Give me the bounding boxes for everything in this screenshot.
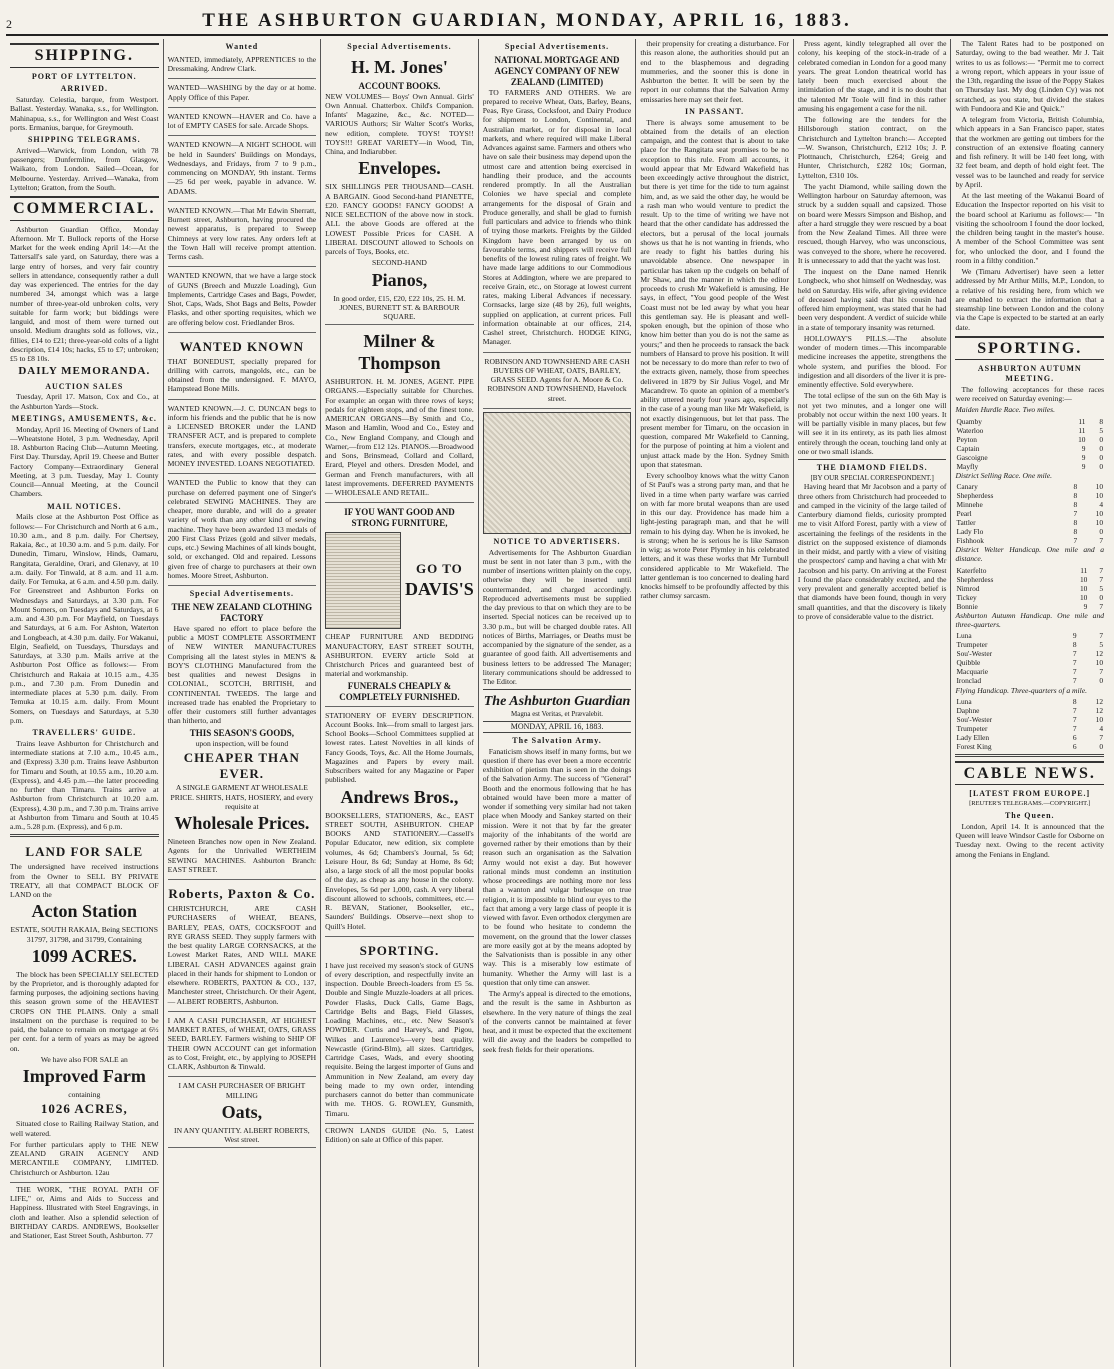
- shipping-heading: SHIPPING.: [10, 43, 159, 68]
- roberts-paxton-heading: Roberts, Paxton & Co.: [168, 886, 316, 902]
- horse-name: Ironclad: [956, 676, 982, 686]
- weight-value: 7: [1099, 536, 1104, 546]
- weight-value: 9: [1081, 452, 1086, 462]
- farm-acres: 1026 ACRES,: [40, 1101, 128, 1117]
- andrews-bros-heading: Andrews Bros.,: [340, 786, 459, 807]
- port-heading: PORT OF LYTTELTON.: [31, 71, 137, 81]
- improved-farm-heading: Improved Farm: [22, 1066, 146, 1087]
- weight-value: 7: [1072, 676, 1077, 686]
- column-7: [951, 39, 1108, 1367]
- weight-value: 0: [1099, 452, 1104, 462]
- special-ads-heading: Special Advertisements.: [347, 42, 452, 51]
- race-3-title: District Welter Handicap. One mile and a distance.: [955, 545, 1105, 564]
- news-para-4: The inquest on the Dane named Henrik Longbeck, who shot himself on Wednesday, was held on Saturday. His wife, after giving evidence of deceased having said that his cousin had offered him employment, was stated that he had been very despondent. A verdict of suicide while in a state of temporary insanity was returned.: [797, 267, 947, 332]
- news-para-6: The total eclipse of the sun on the 6th May is not yet two minutes, and a longer one will probably not occur within the next 100 years. It will be partially visible in many places, but few will see it in its entirety, as its path lies almost entirely through the ocean, touching land only at one or two small islands.: [797, 391, 947, 456]
- weight-value: 6: [1072, 732, 1077, 742]
- wanted-ad-9: WANTED the Public to know that they can purchase on deferred payment one of Singer's celebrated SEWING MACHINES. They are cheaper, more durable, and will do a greater variety of work than any other kind of sewing machine. They have been awarded 13 medals of 200 First Class Prizes (gold and silver medals, cups, etc.) Sewing Machines of all kinds bought, sold, or exchanged. Old and repaired. Lessons given free of charge to purchasers at their own homes. Moore Street, Ashburton.: [168, 476, 317, 586]
- acceptance-row: [955, 527, 1104, 536]
- horse-name: Bonnie: [956, 601, 978, 611]
- news-para-3: The yacht Diamond, while sailing down the Wellington harbour on Saturday afternoon, was struck by a sudden squall and capsized. Those on board were Messrs Simpson and Bishop, and after a hard struggle they were rescued by a boat from the New Zealand Times. All three were rescued, though Harvey, who was unconscious, was conveyed to the shore, where he recovered. It is unnecessary to add that the yacht was lost.: [797, 181, 947, 265]
- cash-purchaser-ad: I AM A CASH PURCHASER, AT HIGHEST MARKET RATES, of WHEAT, OATS, GRASS SEED, BARLEY. Farmers wishing to SHIP OF THEIR OWN ACCOUNT can get information as to Cost, Freight, etc., by applying to JOSEPH CLARK, Ashburton & Tinwald.: [168, 1014, 317, 1078]
- weight-value: 10: [1079, 583, 1088, 593]
- weight-value: 5: [1099, 640, 1104, 650]
- weight-value: 7: [1099, 631, 1104, 641]
- weight-value: 6: [1072, 741, 1077, 751]
- horse-name: Forest King: [956, 741, 992, 751]
- horse-name: Captain: [956, 443, 980, 453]
- cable-item-heading: The Queen.: [1004, 811, 1055, 821]
- cable-news-heading: CABLE NEWS.: [955, 761, 1104, 786]
- horse-name: Peyton: [956, 434, 977, 444]
- acceptance-row: [955, 742, 1104, 751]
- weight-value: 10: [1079, 574, 1088, 584]
- weight-value: 5: [1099, 583, 1104, 593]
- notice-text: Advertisements for The Ashburton Guardian must be sent in not later than 3 p.m., with the number of insertions written plainly on the copy, otherwise they will be inserted until countermanded, and charged accordingly. Reproduced advertisements must be supplied the day previous to that on which they are to be inserted. Special notices can be received up to 3.30 p.m., but will be charged double rates. All notices of Births, Marriages, or Deaths must be accompanied by the signature of the sender, as a guarantee of good faith. All advertisements and business letters to be addressed The Manager; literary communications should be addressed to The Editor.: [482, 547, 632, 687]
- sporting-heading: SPORTING.: [955, 336, 1104, 361]
- news-para-5: HOLLOWAY'S PILLS.—The absolute wonder of modern times.—This incomparable medicine increases the appetite, strengthens the whole system, and purifies the blood. For indigestion and all disorders of the liver it is pre-eminently effective. Sold everywhere.: [797, 333, 947, 389]
- column-6: [794, 39, 952, 1367]
- clothing-factory-heading: THE NEW ZEALAND CLOTHING FACTORY: [171, 601, 313, 623]
- paper-nameplate: The Ashburton Guardian: [483, 694, 631, 710]
- horse-name: Nimrod: [956, 583, 980, 593]
- acceptance-row: [955, 482, 1104, 491]
- en-passant-heading: IN PASSANT.: [685, 106, 745, 116]
- acceptance-row: [955, 566, 1104, 575]
- commercial-text: Ashburton Guardian Office, Monday Afternoon. Mr T. Bullock reports of the Horse Market for the week ending April 14:—At the Tattersall's sale yard, on Saturday, there was a large entry of horses, and very fair country sellers in attendance, consequently rather a dull day was experienced. The entries for the day numbered 34, amongst which was a large number of three-year-old unbroken colts, very suitable for farm work; but biddings were languid, and most of them were turned out unsold. Medium draughts sold as follows, viz., fillies, £14 to £21; three-year-old colts of a light description, £14 10s; hacks, £5 to £7; unbroken; £5 to £8 10s.: [10, 224, 159, 364]
- horse-name: Luna: [956, 631, 972, 641]
- land-sale-text: The undersigned have received instructions from the Owner to SELL BY PRIVATE TREATY, all that COMPACT BLOCK OF LAND on the: [10, 862, 159, 900]
- acceptance-row: [955, 444, 1104, 453]
- news-para-8: A telegram from Victoria, British Columbia, which appears in a San Francisco paper, states that the workmen are getting out timbers for the construction of an extensive floating cannery and fish refinery. It will be 140 feet long, with 32 feet beam, and depth of hold eight feet. The vessel was to be launched and ready for service by April.: [955, 115, 1105, 189]
- travellers-text: Trains leave Ashburton for Christchurch and intermediate stations at 7.10 a.m., 10.45 a.m., and (Express) 3.30 p.m. Trains leave Ashburton for Timaru and South, at 10.55 a.m., 10.20 a.m. (Express), and 4.45 p.m.—the latter proceeding no further than Timaru. Trains arrive at Ashburton from Christchurch at 10.20 a.m. (Express), 4.30 p.m., and 7.30 p.m. Trains arrive at Ashburton from Timaru and South at 10.45 a.m., 5.28 p.m. (Express), and 6 p.m.: [10, 738, 159, 832]
- horse-name: Pearl: [956, 509, 972, 519]
- milner-thompson-ad: Milner & Thompson ASHBURTON. H. M. JONES, AGENT. PIPE ORGANS.—Especially suitable for Churches. For example: an organ with three rows of keys; pedals for eighteen stops, and of the finest tone. AMERICAN ORGANS—By Smith and Co., Mason and Hamlin, Wood and Co., Estey and Co., New England Company, and Clough and Warner,—from £12 12s. PIANOS.—Broadwood and Sons, Brinsmead, Collard and Collard, Erard, Pleyel and others. Dresden Model, and German and French manufacturers, with all latest improvements. DEFERRED PAYMENTS — WHOLESALE AND RETAIL.: [325, 327, 474, 503]
- oats-heading: Oats,: [221, 1101, 263, 1122]
- acceptance-row: [955, 697, 1104, 706]
- acton-station-heading: Acton Station: [31, 901, 138, 922]
- news-para-2: The following are the tenders for the Hillsborough station contract, on the Christchurch and Lyttelton branch:— Accepted—W. Swanson, Christchurch, £212 10s; J. P. Plottnauch, Christchurch, £264; Greig and Hunter, Christchurch, £282 10s; Gorman, Lyttelton, £310 10s.: [797, 115, 947, 180]
- wholesale-prices-heading: Wholesale Prices.: [174, 813, 310, 834]
- sporting-guns-ad: SPORTING. I have just received my season's stock of GUNS of every description, and respectfully invite an inspection. Double Breech-loaders from £5 5s. Double and Single Muzzle-loaders at all prices. Powder Flasks, Duck Calls, Game Bags, Cartridge Belts and Bags, Field Glasses, Loading Machines, etc., etc. New Season's POWDER. Curtis and Harvey's, and Pigou, Wilkes and Laurence's—very best quality. Newcastle (Grind-Blm), all sizes. Cartridges, Cartridge Cases, Wads, and every shooting requisite. Being the largest importer of Guns and Ammunition in New Zealand, am every day being made to my own order, intending purchasers cannot do better than communicate with me. THOS. G. ROWLEY, Gunsmith, Timaru.: [325, 939, 474, 1124]
- race-5-table: [955, 697, 1104, 751]
- national-mortgage-heading: NATIONAL MORTGAGE AND AGENCY COMPANY OF NEW ZEALAND (LIMITED): [494, 54, 620, 87]
- weight-value: 4: [1099, 723, 1104, 733]
- national-mortgage-ad: NATIONAL MORTGAGE AND AGENCY COMPANY OF NEW ZEALAND (LIMITED) TO FARMERS AND OTHERS. We are prepared to receive Wheat, Oats, Barley, Beans, Peas, Rye Grass, Cocksfoot, and Dairy Produce for shipment to London, Continental, and Australian market, or for disposal in local markets, and where required will make Liberal Advances against same. Farmers and others who have on sale their business may depend upon the utmost care and attention being exercised in handling their produce, and the accounts rendered promptly. In all the Australian Colonies we have special and complete arrangements for the disposal of Grain and Produce generally, and shall be glad to furnish full particulars and advice to friends who think of trying those markets. Freights by the Gilded Kingdom have been arranged by us on favourable terms, and shippers will receive full benefits of the lowest ruling rates of freight. We have made large additions to our Commodious Stores at Addington, where we are prepared to receive Grain, etc., on Storage at lowest current rates, making Liberal Advances if necessary. Cornsacks, large size (48 by 26), full weights, supplied on application, at current prices. Full information obtainable at our offices, 214, Cashel street, Christchurch. HODGE KING, Manager.: [483, 53, 632, 353]
- wanted-ad-7: WANTED KNOWN THAT BONEDUST, specially prepared for drilling with carrots, mangolds, etc., can be obtained from the undersigned. F. MAYO, Hampstead Bone Mills.: [168, 335, 317, 400]
- land-sale-heading: LAND FOR SALE: [25, 844, 144, 860]
- race-1-table: [955, 417, 1104, 471]
- weight-value: 8: [1072, 696, 1077, 706]
- acceptance-row: [955, 536, 1104, 545]
- weight-value: 11: [1078, 425, 1086, 435]
- acceptance-row: [955, 462, 1104, 471]
- weight-value: 0: [1099, 592, 1104, 602]
- race-2-table: [955, 482, 1104, 545]
- column-3: [321, 39, 479, 1367]
- horse-name: Shepherdess: [956, 490, 994, 500]
- farm-text: Situated close to Railing Railway Station, and well watered.: [10, 1119, 159, 1138]
- acceptance-row: [955, 706, 1104, 715]
- race-2-title: District Selling Race. One mile.: [955, 470, 1053, 480]
- cheaper-than-ever: CHEAPER THAN EVER.: [183, 749, 300, 781]
- pianos-heading: Pianos,: [371, 269, 428, 290]
- robinson-townshend-ad: ROBINSON AND TOWNSHEND ARE CASH BUYERS OF WHEAT, OATS, BARLEY, GRASS SEED. Agents for A. Moore & Co. ROBINSON AND TOWNSHEND, Havelock street.: [483, 355, 632, 409]
- diamond-fields-heading: THE DIAMOND FIELDS.: [816, 463, 928, 472]
- weight-value: 7: [1073, 509, 1078, 519]
- weight-value: 8: [1073, 481, 1078, 491]
- acceptance-row: [955, 602, 1104, 611]
- weight-value: 0: [1099, 676, 1104, 686]
- weight-value: 7: [1072, 667, 1077, 677]
- page-number: 2: [6, 17, 12, 31]
- royal-path-ad: THE WORK, "THE ROYAL PATH OF LIFE," or, Aims and Aids to Success and Happiness. Illustrated with Steel Engravings, in cloth and leather. Also a splendid selection of BIRTHDAY CARDS. ANDREWS, Bookseller and Stationer, East Street South, Ashburton. 77: [10, 1184, 159, 1241]
- weight-value: 9: [1072, 631, 1077, 641]
- race-5-title: Flying Handicap. Three-quarters of a mile.: [955, 685, 1088, 695]
- telegrams-heading: SHIPPING TELEGRAMS.: [27, 135, 141, 145]
- weight-value: 8: [1073, 500, 1078, 510]
- weight-value: 8: [1073, 490, 1078, 500]
- mail-text: Mails close at the Ashburton Post Office as follows:— For Christchurch and North at 6 a.m., 10.30 a.m., and 8 p.m. daily. For Chertsey, Rakaia, &c., at 10.30 a.m. and 5 p.m. daily. For Dunedin, Timaru, Winslow, Hinds, Oamaru, Rangitata, Geraldine, Orari, and Glenavy, at 10 a.m. daily. For Tinwald, at 8 a.m. and 11 a.m. daily. For Temuka, at 6 a.m. and 4.50 p.m. daily. For Greenstreet and Ashburton Forks on Wednesdays and Saturdays, at 3.30 p.m. For Mount Somers, on Tuesdays and Saturdays, at 6 a.m. and 4.30 p.m. For Mayfield, on Tuesdays and Saturdays, at 6 a.m. For Ashton, Waterton and Longbeach, at 4.30 p.m. daily. For Wakanui, Elgin, Seafield, on Tuesdays, Thursdays and Saturdays, at 3.30 p.m. Mails arrive at the Ashburton Post Office as follows:— From Christchurch and Rakaia at 10.15 a.m., 4.35 p.m., and 7.30 p.m. From Dunedin and intermediate places at 5.30 p.m. daily. From Temuka at 10.15 a.m. daily. From Mount Somers, on Tuesdays and Saturdays, at 5.30 p.m.: [10, 512, 159, 725]
- weight-value: 0: [1099, 461, 1104, 471]
- weight-value: 12: [1095, 696, 1104, 706]
- clothing-factory-ad: THE NEW ZEALAND CLOTHING FACTORY Have spared no effort to place before the public a MOST COMPLETE ASSORTMENT of NEW WINTER MANUFACTURES Comprising all the latest styles in MEN'S & BOY'S CLOTHING Manufactured from the best qualities and newest Designs in COLONIAL, SCOTCH, BRITISH, and CONTINENTAL TWEEDS. The large and increased trade has enabled the Proprietary to offer their customers still further advantages than hitherto, and THIS SEASON'S GOODS, upon inspection, will be found CHEAPER THAN EVER. A SINGLE GARMENT AT WHOLESALE PRICE. SHIRTS, HATS, HOSIERY, and every requisite at Wholesale Prices. Nineteen Branches now open in New Zealand. Agents for the Unrivalled WERTHEIM SEWING MACHINES. Ashburton Branch: EAST STREET.: [168, 600, 317, 880]
- telegrams-text: Arrived—Warwick, from London, with 78 passengers; Dunfermline, from Glasgow, Waikato, from London. Sailed—Ocean, for Melbourne. Yesterday. Arrived—Wanaka, from Lyttelton; Gratton, from the South.: [10, 145, 159, 192]
- weight-value: 4: [1099, 500, 1104, 510]
- acceptance-row: [955, 733, 1104, 742]
- news-para-7: The Talent Rates had to be postponed on Saturday, owing to the bad weather. Mr J. Tait writes to us as follows:— "Permit me to correct a wrong report, which appears in your issue of the 13th, regarding the issue of the Poppy Stakes on Thursday last. My dog (Linden Cy) was not scratched, as you state, but divided the stakes with Fundoora and Kie and Quick.": [955, 39, 1105, 113]
- horse-name: Luna: [956, 696, 972, 706]
- cable-item-text: London, April 14. It is announced that the Queen will leave Windsor Castle for Osborne on Tuesday next. Owing to the recent activity among the Fenians in England.: [955, 821, 1105, 859]
- horse-name: Trumpeter: [956, 723, 988, 733]
- acceptance-row: [955, 631, 1104, 640]
- weight-value: 8: [1073, 527, 1078, 537]
- acceptance-row: [955, 724, 1104, 733]
- weight-value: 7: [1099, 732, 1104, 742]
- andrews-bros-ad: STATIONERY OF EVERY DESCRIPTION. Account Books. Ink—from small to largest jars. School Books—School Committees supplied at lowest rates. Latest Novelties in all kinds of Fancy Goods, Toys, &c. All the Home Journals, Magazines and Papers by every mail. Subscribers waited for any Magazine or Paper published. Andrews Bros., BOOKSELLERS, STATIONERS, &c., EAST STREET SOUTH, ASHBURTON. CHEAP BOOKS AND STATIONERY.—Cassell's Popular Educator, new edition, six complete volumes, 4s 6d; Chambers's Journal, 5s 6d; Leisure Hour, 8s 6d; Sunday at Home, 8s 6d; also, a large stock of all the most popular books of the day, as cheap as any house in the colony. Envelopes, 5s 6d per 1,000, cash. A very liberal discount allowed to schools, committees, etc.—R. BEVAN, Stationer, Bookseller, etc., Saunders' Buildings. Observe—next shop to Quill's Hotel.: [325, 709, 474, 937]
- column-4: [479, 39, 637, 1367]
- paper-motto: Magna est Veritas, et Prævalebit.: [511, 710, 604, 719]
- arrivals-text: Saturday. Celestia, barque, from Westport. Ballast. Yesterday. Wanaka, s.s., for Wellington. Mahinapua, s.s., for Wellington and West Coast ports. Ermanius, barque, for Greymouth.: [10, 95, 159, 132]
- newspaper-title: THE ASHBURTON GUARDIAN, MONDAY, APRIL 16, 1883.: [202, 10, 852, 31]
- acceptance-row: [955, 453, 1104, 462]
- weight-value: 8: [1099, 416, 1104, 426]
- column-1: [6, 39, 164, 1367]
- horse-name: Quibble: [956, 658, 981, 668]
- sporting-ad-heading: SPORTING.: [359, 942, 440, 958]
- weight-value: 10: [1079, 592, 1088, 602]
- salvation-army-text-2: The Army's appeal is directed to the emotions, and the result is the same in Ashburton as elsewhere. In the very nature of things the zeal of the converts cannot be maintained at fever heat, and it must be expected that the excitement will die away and the leaders be compelled to seek fresh fields for their operations.: [482, 989, 632, 1054]
- weight-value: 10: [1095, 714, 1104, 724]
- acceptance-row: [955, 584, 1104, 593]
- wanted-ad-4: WANTED KNOWN—A NIGHT SCHOOL will be held in Saunders' Buildings on Mondays, Wednesdays, and Fridays, from 7 to 9 p.m., commencing on MONDAY, 9th instant. Terms—25 6d per week, payable in advance. W. ADAMS.: [168, 138, 317, 202]
- wanted-ad-1: WANTED, immediately, APPRENTICES to the Dressmaking. Andrew Clark.: [168, 53, 317, 80]
- travellers-heading: TRAVELLERS' GUIDE.: [32, 728, 137, 738]
- weight-value: 7: [1072, 714, 1077, 724]
- weight-value: 10: [1095, 481, 1104, 491]
- en-passant-text: There is always some amusement to be obtained from the details of an election campaign, and the contest that is about to take place for the Rangitata seat promises to be no exception to this rule. From all accounts, it would appear that Mr Edward Wakefield has been exceedingly active throughout the district, but there is yet time for the tide to turn against him, and, as we said the other day, he would be a rash man who would venture to predict the result. Up to the time of writing we have not heard that the other candidate has addressed the electors, but a perusal of the local journals shows us that he is not wanting in friends, who are ready to fight his battles during his unavoidable absence. One newspaper in particular has taken up the cudgels on behalf of Mr Shaw, and the manner in which the editor proceeds to crush Mr Wakefield is amusing. He says, in effect, "You good people of the West Coast must not be led away by what you hear this gentleman say. He is pleasant and well-spoken enough, but the opinion of those who know him better than you do is not the same as yours;" and then he proceeds to ransack the back numbers of Hansard to prove his position. It will not be necessary to do more than refer to two of the extracts given, namely, those from speeches delivered in 1879 by Sir Julius Vogel, and Mr Macandrew. To quote an opinion of a member's ability uttered nearly four years ago, especially in the case of a young man like Mr Wakefield, is not exactly disingenuous, but let that pass. The present member for Timaru, on the occasion in question, compared Mr Wakefield to Canning, for the purpose of pointing at him a violent and unjust attack made by the Hon. Sydney Smith upon that statesman.: [640, 117, 789, 469]
- weight-value: 11: [1078, 416, 1086, 426]
- weight-value: 0: [1099, 434, 1104, 444]
- acceptance-row: [955, 649, 1104, 658]
- race-3-table: [955, 566, 1104, 611]
- roberts-paxton-ad: Roberts, Paxton & Co. CHRISTCHURCH, ARE CASH PURCHASERS of WHEAT, BEANS, BARLEY, PEAS, OATS, COCKSFOOT and RYE GRASS SEED. They supply farmers with the best quality LARGE CORNSACKS, at the Lowest Market Rates, AND WILL MAKE LIBERAL CASH ADVANCES against grain placed in their hands for shipment to London or elsewhere. ROBERTS, PAXTON & CO., 137, Manchester street, Christchurch. Or their Agent,— ALBERT ROBERTS, Ashburton.: [168, 882, 317, 1012]
- land-sale-ad: [10, 840, 159, 1182]
- acceptance-row: [955, 593, 1104, 602]
- farm-particulars: For further particulars apply to THE NEW ZEALAND GRAIN AGENCY AND MERCANTILE COMPANY, LIMITED. Christchurch or Ashburton. 12au: [10, 1139, 159, 1177]
- special-ads-heading: Special Advertisements.: [189, 589, 295, 599]
- weight-value: 7: [1072, 723, 1077, 733]
- hm-jones-ad: H. M. Jones' ACCOUNT BOOKS. NEW VOLUMES— Boys' Own Annual. Girls' Own Annual. Chatterbox. Child's Companion. Infants' Magazine, &c., &c. NOTED— VARIOUS Authors; Sir Walter Scott's Works, new edition, complete. TOYS! TOYS!! TOYS!!! GREAT VARIETY—in Wood, Tin, China, and Indiarubber. Envelopes. SIX SHILLINGS PER THOUSAND—CASH. A BARGAIN. Good Second-hand PIANETTE, £20. FANCY GOODS! FANCY GOODS! A NICE SELECTION of the above now in stock. ALL the above Goods are offered at the LOWEST Possible Prices for CASH. A LIBERAL DISCOUNT allowed to Schools on parcels of Toys, Books, etc. SECOND-HAND Pianos, In good order, £15, £20, £22 10s, 25. H. M. JONES, BURNETT ST. & BARBOUR SQUARE.: [325, 53, 474, 326]
- weight-value: 11: [1080, 565, 1088, 575]
- special-ads-heading: Special Advertisements.: [504, 42, 610, 51]
- weight-value: 7: [1099, 574, 1104, 584]
- arrived-heading: ARRIVED.: [60, 84, 108, 94]
- en-passant-text-2: Every schoolboy knows what the witty Canon of St Paul's was a strong party man, and that he lived in a time when party warfare was carried on with far more brutal weapons than are used in this our day. Providence has made him a light-jesting paragraph man, and that he will remain to his dying day. When he is invoked, he is strong; when he is serious he is like Samson in wig; as wrote Peter Plymley in his celebrated letters, and it was these works that Mr Turnbull considered applicable to Mr Wakefield. The latter gentleman is too concerned to dealing hard knocks himself to be profoundly affected by this rather clumsy sarcasm.: [640, 471, 789, 601]
- diamond-fields-byline: [BY OUR SPECIAL CORRESPONDENT.]: [810, 473, 934, 482]
- weight-value: 7: [1072, 649, 1077, 659]
- decorative-engraving: [483, 412, 632, 534]
- race-4-title: Ashburton Autumn Handicap. One mile and three-quarters.: [955, 610, 1105, 630]
- weight-value: 8: [1072, 640, 1077, 650]
- meetings-heading: MEETINGS, AMUSEMENTS, &c.: [11, 413, 157, 423]
- weight-value: 8: [1073, 518, 1078, 528]
- horse-name: Shepherdess: [956, 574, 994, 584]
- news-para-1: Press agent, kindly telegraphed all over the colony, his keeping of the stock-in-trade of a celebrated comedian in London for a good many years. The great London theatrical world has lately been much exercised about the intimidation of the stage, and it is no doubt that the talented Mr Toole will find in this rather amusing his engagement a case for the nil.: [797, 39, 947, 113]
- horse-name: Tattler: [956, 518, 976, 528]
- acceptance-row: [955, 500, 1104, 509]
- autumn-meeting-heading: ASHBURTON AUTUMN MEETING.: [977, 364, 1082, 384]
- acceptance-row: [955, 676, 1104, 685]
- horse-name: Minnehe: [956, 500, 983, 510]
- weight-value: 0: [1099, 527, 1104, 537]
- acton-text: The block has been SPECIALLY SELECTED by the Proprietor, and is thoroughly adapted for farming purposes, the adjoining sections having this season grown some of the HEAVIEST CROPS ON THE PLAINS. Only a small instalment on the purchase is required to be paid, the balance to remain on mortgage at 6½ per cent. for a term of years as may be agreed on.: [10, 969, 159, 1053]
- horse-name: Gascoigne: [956, 452, 988, 462]
- farm-sub: containing: [68, 1090, 101, 1100]
- horse-name: Macquarie: [956, 667, 989, 677]
- news-para-9: At the last meeting of the Wakanui Board of Education the Inspector reported on his visit to the board school at Kariumu as follows:— "In visiting the schoolroom I found the door locked, the children being taught in the master's house. A member of the School Committee was sent for, who unlocked the door, and I found the room in a filthy condition.": [955, 191, 1105, 265]
- farm-lead: We have also FOR SALE an: [40, 1054, 128, 1064]
- cable-news-sub: [LATEST FROM EUROPE.]: [969, 789, 1091, 799]
- column-grid: [6, 39, 1108, 1367]
- wanted-ad-3: WANTED KNOWN—HAVER and Co. have a lot of EMPTY CASES for sale. Arcade Shops.: [168, 110, 317, 137]
- diamond-fields-text: Having heard that Mr Jacobson and a party of three others from Christchurch had proceeded to and camped in the vicinity of the large tailed of Canterbury diamond fields, curiosity prompted me to visit Alford Forest, partly with a view of ascertaining the feelings of the residents in the district on the supposed existence of diamonds in their midst, and partly with a view of visiting the prospectors' camp and having a chat with Mr Jacobson and his party. On arriving at the Forest I found the place considerably excited, and the very prevalent and generally accepted belief is that diamonds have been found, though in very small quantities, and that the discovery is likely to prove of considerable value to the district.: [797, 482, 947, 621]
- weight-value: 7: [1073, 536, 1078, 546]
- acton-station-sub: ESTATE, SOUTH RAKAIA, Being SECTIONS 31797, 31798, and 31799, Containing: [10, 925, 159, 944]
- weight-value: 10: [1095, 658, 1104, 668]
- news-para-10: We (Timaru Advertiser) have seen a letter addressed by Mr Arthur Mills, M.P., London, to a relative of his residing here, from which we are enabled to extract the information that a steamship line between London and the colony via the Cape is expected to be started at an early date.: [955, 267, 1105, 332]
- acceptance-row: [955, 491, 1104, 500]
- horse-name: Lady Flo: [956, 527, 984, 537]
- wanted-ad-2: WANTED—WASHING by the day or at home. Apply Office of this Paper.: [168, 81, 317, 108]
- salvation-army-continued: their propensity for creating a disturbance. For this reason alone, the authorities should put an end to the blasphemous and degrading mummeries, and the sooner this is done in Ashburton the better. It will be seen by the report in our columns that the Salvation Army emissaries here may set their feet.: [640, 39, 789, 104]
- weight-value: 5: [1099, 425, 1104, 435]
- wanted-ad-6: WANTED KNOWN, that we have a large stock of GUNS (Breech and Muzzle Loading), Gun Implements, Cartridge Cases and Bags, Powder, Shot, Caps, Wads, Shot Bags and Belts, Powder Flasks, and other sporting requisites, which we are offering below cost. Friedlander Bros.: [168, 269, 317, 333]
- horse-name: Quamby: [956, 416, 982, 426]
- weight-value: 7: [1099, 601, 1104, 611]
- auction-text: Tuesday, April 17. Matson, Cox and Co., at the Ashburton Yards—Stock.: [10, 392, 159, 411]
- acceptance-row: [955, 658, 1104, 667]
- hm-jones-heading: H. M. Jones': [350, 56, 448, 77]
- horse-name: Waterloo: [956, 425, 984, 435]
- acceptance-row: [955, 417, 1104, 426]
- notice-heading: NOTICE TO ADVERTISERS.: [493, 536, 621, 546]
- oats-ad: I AM CASH PURCHASER OF BRIGHT MILLING Oats, IN ANY QUANTITY. ALBERT ROBERTS, West street.: [168, 1079, 317, 1148]
- wanted-heading: Wanted: [225, 42, 259, 51]
- acceptance-row: [955, 667, 1104, 676]
- weight-value: 7: [1072, 705, 1077, 715]
- weight-value: 10: [1095, 509, 1104, 519]
- acceptance-row: [955, 426, 1104, 435]
- weight-value: 12: [1095, 649, 1104, 659]
- weight-value: 10: [1095, 518, 1104, 528]
- acceptance-row: [955, 640, 1104, 649]
- horse-name: Katerfelto: [956, 565, 987, 575]
- acceptance-row: [955, 575, 1104, 584]
- race-4-table: [955, 631, 1104, 685]
- chair-illustration: [325, 532, 401, 629]
- acceptance-row: [955, 518, 1104, 527]
- auction-heading: AUCTION SALES: [45, 381, 124, 391]
- horse-name: Daphne: [956, 705, 980, 715]
- salvation-army-heading: The Salvation Army.: [512, 735, 602, 745]
- horse-name: Mayfly: [956, 461, 979, 471]
- davis-furniture-ad: IF YOU WANT GOOD AND STRONG FURNITURE, GO TO DAVIS'S CHEAP FURNITURE AND BEDDING MANUFACTORY, EAST STREET SOUTH, ASHBURTON. EVERY article Sold at Christchurch Prices and guaranteed best of material and workmanship. FUNERALS CHEAPLY & COMPLETELY FURNISHED.: [325, 505, 474, 706]
- weight-value: 9: [1081, 461, 1086, 471]
- horse-name: Trumpeter: [956, 640, 988, 650]
- mail-heading: MAIL NOTICES.: [47, 501, 122, 511]
- horse-name: Sou'-Wester: [956, 714, 993, 724]
- race-1-title: Maiden Hurdle Race. Two miles.: [955, 405, 1056, 415]
- weight-value: 0: [1099, 443, 1104, 453]
- paper-date: MONDAY, APRIL 16, 1883.: [483, 721, 632, 733]
- masthead: [6, 6, 1108, 36]
- horse-name: Fishhook: [956, 536, 984, 546]
- commercial-heading: COMMERCIAL.: [10, 196, 159, 221]
- weight-value: 12: [1095, 705, 1104, 715]
- acceptance-row: [955, 715, 1104, 724]
- weight-value: 9: [1081, 443, 1086, 453]
- funerals-notice: FUNERALS CHEAPLY & COMPLETELY FURNISHED.: [339, 680, 460, 702]
- acceptance-row: [955, 435, 1104, 444]
- milner-thompson-heading: Milner & Thompson: [358, 331, 441, 374]
- weight-value: 9: [1083, 601, 1088, 611]
- cable-agency: [REUTER'S TELEGRAMS.—COPYRIGHT.]: [969, 800, 1091, 808]
- horse-name: Sou'-Wester: [956, 649, 993, 659]
- autumn-meeting-text: The following acceptances for these races were received on Saturday evening:—: [955, 384, 1105, 404]
- horse-name: Canary: [956, 481, 978, 491]
- weight-value: 0: [1099, 741, 1104, 751]
- envelopes-heading: Envelopes.: [358, 158, 441, 179]
- column-2: [164, 39, 322, 1367]
- weight-value: 7: [1099, 667, 1104, 677]
- acton-acres: 1099 ACRES.: [31, 945, 137, 966]
- weight-value: 7: [1099, 565, 1104, 575]
- horse-name: Lady Ellen: [956, 732, 990, 742]
- acceptance-row: [955, 509, 1104, 518]
- weight-value: 7: [1072, 658, 1077, 668]
- salvation-army-text: Fanaticism shows itself in many forms, but we question if there has ever been a more eccentric exhibition of pietism than is seen in the doings of the Salvation Army. The success of "General" Booth and the enormous following that he has obtained would have been more a matter of wonder if something very similar had not taken place when Moody and Sankey started on their mission. Were it not that by far the greater majority of the inhabitants of the world are governed rather by their emotions than by their reason such an organisation as the Salvation Army would not exist a day. But however rational minds must condemn an institution whose proceedings are nothing more nor less than a wanton and vulgar burlesque on true religion, it is impossible to blind our eyes to the fact that among a very large class of people it is viewed with favor. Even orthodox clergymen are to be found who hesitate to condemn the movement, on the ground that the lower classes are more easily got at by the means adopted by the Salvationists than is possible in any other way. This is a miserably low estimate of humanity. Whether the Army will last is a question that only time can answer.: [482, 746, 632, 987]
- memoranda-heading: DAILY MEMORANDA.: [18, 365, 151, 378]
- wanted-ad-8: WANTED KNOWN.—J. C. DUNCAN begs to inform his friends and the public that he is now a LICENSED BROKER under the LAND TRANSFER ACT, and is prepared to complete transfers, execute mortgages, etc., at moderate rates, and with every possible despatch. MONEY INVESTED. LOANS NEGOTIATED.: [168, 402, 317, 475]
- weight-value: 10: [1095, 490, 1104, 500]
- column-5: [636, 39, 794, 1367]
- horse-name: Tickey: [956, 592, 977, 602]
- wanted-ad-5: WANTED KNOWN.—That Mr Edwin Sherratt, Burnett street, Ashburton, having procured the newest apparatus, is prepared to Sweep Chimneys at very low rates. Any orders left at the Town Hall will receive prompt attention. Terms cash.: [168, 204, 317, 268]
- weight-value: 10: [1078, 434, 1086, 444]
- crown-lands-notice: CROWN LANDS GUIDE (No. 5, Latest Edition) on sale at Office of this paper.: [325, 1125, 474, 1145]
- meetings-text: Monday, April 16. Meeting of Owners of Land—Wheatstone Hotel, 3 p.m. Wednesday, April 18. Ashburton Racing Club—Autumn Meeting. First Day. Thursday, April 19. Cheese and Butter Factory Company—Extraordinary General Meeting, at 3 p.m. Tuesday, May 1. County Council—Annual Meeting, at the Council Chambers.: [10, 424, 159, 499]
- davis-heading: DAVIS'S: [405, 578, 474, 599]
